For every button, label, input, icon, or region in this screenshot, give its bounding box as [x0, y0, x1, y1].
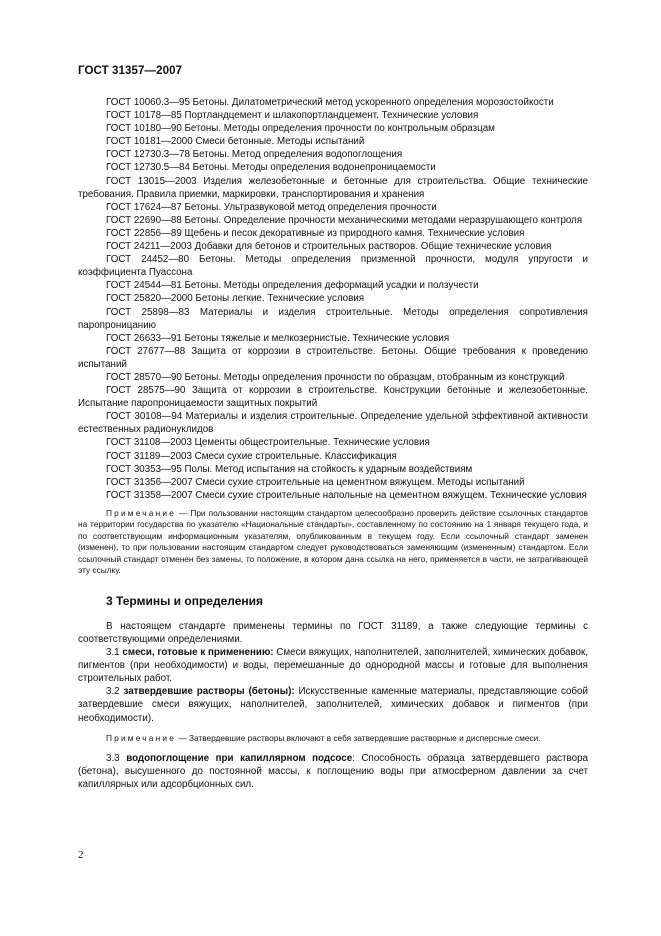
- reference-item: ГОСТ 10178—85 Портландцемент и шлакопортландцемент. Технические условия: [106, 110, 479, 122]
- term-number: 3.2: [106, 686, 120, 698]
- reference-item: ГОСТ 10180—90 Бетоны. Методы определения прочности по контрольным образцам: [106, 123, 495, 135]
- reference-item: ГОСТ 24211—2003 Добавки для бетонов и строительных растворов. Общие технические условия: [106, 241, 552, 253]
- reference-item: ГОСТ 10060.3—95 Бетоны. Дилатометрический метод ускоренного определения морозостойкости: [106, 97, 554, 108]
- term-number: 3.3: [106, 753, 120, 765]
- note-text: — При пользовании настоящим стандартом целесообразно проверить действие ссылочных стандартов на территории государства по указателю «Национальные стандарты», составленному по состоянию на 1 января текущего года, и по соответствующим информационным указателям, опубликованным в текущем году. Если ссылочный стандарт заменен (изменен), то при пользовании настоящим стандартом следует руководствоваться заменяющим (измененным) стандартом. Если ссылочный стандарт отменен без замены, то положение, в котором дана ссылка на него, применяется в части, не затрагивающей эту ссылку.: [78, 507, 588, 576]
- term-number: 3.1: [106, 647, 120, 659]
- section-title: 3 Термины и определения: [106, 593, 264, 608]
- reference-item: ГОСТ 22856—89 Щебень и песок декоративные из природного камня. Технические условия: [106, 227, 525, 239]
- term-name: затвердевшие растворы (бетоны):: [123, 686, 295, 698]
- term-definition: [78, 646, 588, 685]
- term-definition: [78, 685, 588, 724]
- reference-item: ГОСТ 28570—90 Бетоны. Методы определения прочности по образцам, отобранным из конструкций: [106, 371, 565, 383]
- reference-item: ГОСТ 12730.3—78 Бетоны. Метод определения водопоглощения: [106, 149, 403, 161]
- reference-item: ГОСТ 12730.5—84 Бетоны. Методы определения водонепроницаемости: [106, 162, 436, 174]
- term-text: Смеси вяжущих, наполнителей, заполнителей, химических добавок, пигментов (при необходимости) и воды, перемешанные до однородной массы и готовые для выполнения строительных работ.: [78, 647, 588, 685]
- reference-item: ГОСТ 24452—80 Бетоны. Методы определения призменной прочности, модуля упругости и коэффициента Пуассона: [78, 254, 588, 279]
- page-body: [78, 96, 588, 791]
- term-name: смеси, готовые к применению:: [122, 647, 274, 659]
- reference-item: ГОСТ 31189—2003 Смеси сухие строительные. Классификация: [106, 450, 397, 462]
- reference-item: ГОСТ 24544—81 Бетоны. Методы определения деформаций усадки и ползучести: [106, 280, 479, 292]
- reference-item: ГОСТ 25898—83 Материалы и изделия строительные. Методы определения сопротивления паропроницанию: [78, 306, 588, 331]
- reference-item: ГОСТ 30108—94 Материалы и изделия строительные. Определение удельной эффективной активности естественных радионуклидов: [78, 411, 588, 436]
- reference-item: ГОСТ 31108—2003 Цементы общестроительные. Технические условия: [106, 437, 430, 449]
- reference-item: ГОСТ 31358—2007 Смеси сухие строительные напольные на цементном вяжущем. Технические условия: [106, 489, 587, 501]
- section-intro: В настоящем стандарте применены термины по ГОСТ 31189, а также следующие термины с соответствующими определениями.: [78, 620, 588, 645]
- term-text: : Способность образца затвердевшего раствора (бетона), высушенного до постоянной массы, к поглощению воды при атмосферном давлении за счет капиллярных или адсорбционных сил.: [78, 753, 588, 791]
- reference-item: ГОСТ 28575—90 Защита от коррозии в строительстве. Конструкции бетонные и железобетонные. Испытание паропроницаемости защитных покрытий: [78, 385, 588, 410]
- reference-item: ГОСТ 27677—88 Защита от коррозии в строительстве. Бетоны. Общие требования к проведению испытаний: [78, 345, 588, 370]
- reference-item: ГОСТ 13015—2003 Изделия железобетонные и бетонные для строительства. Общие технические требования. Правила приемки, маркировки, транспортирования и хранения: [78, 175, 588, 200]
- document-header: ГОСТ 31357—2007: [78, 65, 183, 77]
- reference-item: ГОСТ 10181—2000 Смеси бетонные. Методы испытаний: [106, 136, 365, 148]
- note-label: Примечание: [106, 507, 177, 518]
- term-name: водопоглощение при капиллярном подсосе: [126, 753, 353, 765]
- references-list: [78, 96, 588, 502]
- references-note: [78, 508, 588, 577]
- reference-item: ГОСТ 17624—87 Бетоны. Ультразвуковой метод определения прочности: [106, 201, 437, 213]
- reference-item: ГОСТ 25820—2000 Бетоны легкие. Технические условия: [106, 293, 365, 305]
- term-text: Искусственные каменные материалы, представляющие собой затвердевшие смеси вяжущих, наполнителей, заполнителей, химических добавок и пигментов (при необходимости).: [78, 686, 588, 724]
- note-label: Примечание: [106, 732, 177, 743]
- reference-item: ГОСТ 22690—88 Бетоны. Определение прочности механическими методами неразрушающего контроля: [106, 214, 583, 226]
- page-number: 2: [78, 849, 84, 861]
- reference-item: ГОСТ 31356—2007 Смеси сухие строительные на цементном вяжущем. Методы испытаний: [106, 476, 525, 488]
- term-definition: [78, 752, 588, 791]
- note-text: — Затвердевшие растворы включают в себя затвердевшие растворные и дисперсные смеси.: [178, 732, 541, 743]
- terms-note: [78, 733, 588, 745]
- reference-item: ГОСТ 30353—95 Полы. Метод испытания на стойкость к ударным воздействиям: [106, 463, 473, 475]
- reference-item: ГОСТ 26633—91 Бетоны тяжелые и мелкозернистые. Технические условия: [106, 332, 450, 344]
